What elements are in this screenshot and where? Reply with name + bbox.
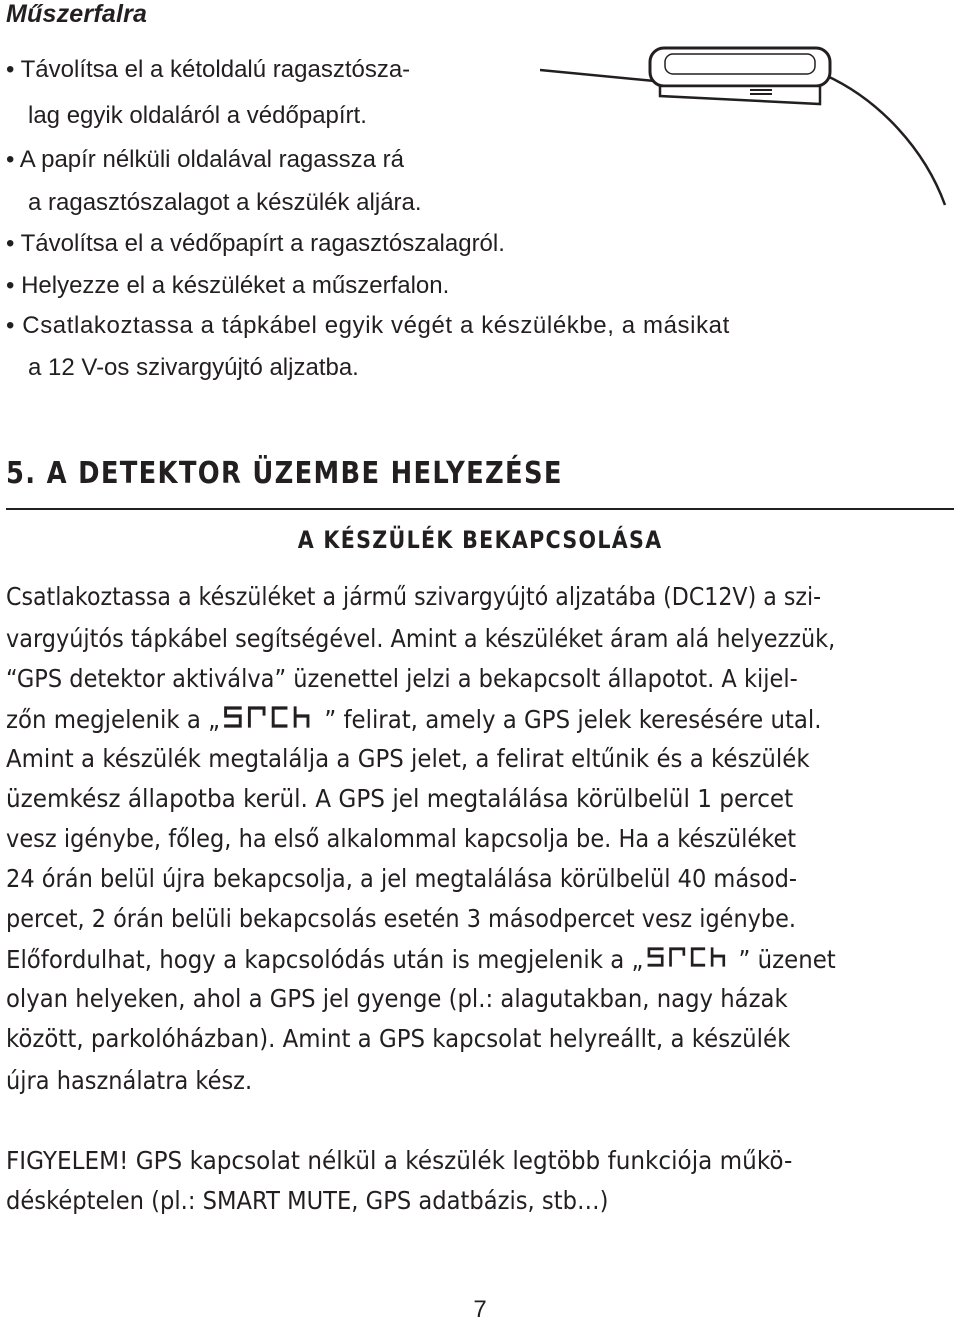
paragraph-line: zőn megjelenik a „ ” felirat, amely a GPS jelek keresésére utal.: [6, 705, 822, 734]
warning-line: désképtelen (pl.: SMART MUTE, GPS adatbázis, stb…): [6, 1186, 609, 1215]
list-item: • Helyezze el a készüléket a műszerfalon.: [6, 272, 450, 299]
list-item: • Távolítsa el a védőpapírt a ragasztószalagról.: [6, 230, 505, 257]
paragraph-line: Amint a készülék megtalálja a GPS jelet, a felirat eltűnik és a készülék: [6, 744, 810, 773]
list-item: lag egyik oldaláról a védőpapírt.: [28, 102, 367, 129]
paragraph-line: üzemkész állapotba kerül. A GPS jel megtalálása körülbelül 1 percet: [6, 784, 794, 813]
page-heading: Műszerfalra: [6, 0, 148, 28]
list-item: a 12 V-os szivargyújtó aljzatba.: [28, 354, 359, 381]
paragraph-line: olyan helyeken, ahol a GPS jel gyenge (pl.: alagutakban, nagy házak: [6, 984, 788, 1013]
paragraph-line: vargyújtós tápkábel segítségével. Amint a készüléket áram alá helyezzük,: [6, 624, 836, 653]
list-item: • A papír nélküli oldalával ragassza rá: [6, 146, 404, 173]
paragraph-line: 24 órán belül újra bekapcsolja, a jel megtalálása körülbelül 40 másod-: [6, 864, 798, 893]
paragraph-line: újra használatra kész.: [6, 1066, 253, 1095]
divider: [6, 508, 954, 510]
paragraph-line: között, parkolóházban). Amint a GPS kapcsolat helyreállt, a készülék: [6, 1024, 791, 1053]
paragraph-line: Csatlakoztassa a készüléket a jármű szivargyújtó aljzatába (DC12V) a szi-: [6, 582, 822, 611]
sub-heading: A KÉSZÜLÉK BEKAPCSOLÁSA: [297, 526, 663, 554]
page-number: 7: [473, 1296, 487, 1323]
paragraph-line: percet, 2 órán belüli bekapcsolás esetén 3 másodpercet vesz igénybe.: [6, 904, 796, 933]
device-mounted-illustration: [540, 40, 960, 220]
warning-line: FIGYELEM! GPS kapcsolat nélkül a készülék legtöbb funkciója műkö-: [6, 1146, 793, 1175]
list-item: • Távolítsa el a kétoldalú ragasztósza-: [6, 56, 411, 83]
paragraph-line: “GPS detektor aktiválva” üzenettel jelzi a bekapcsolt állapotot. A kijel-: [6, 664, 798, 693]
paragraph-line: vesz igénybe, főleg, ha első alkalommal kapcsolja be. Ha a készüléket: [6, 824, 797, 853]
section-heading: 5. A DETEKTOR ÜZEMBE HELYEZÉSE: [6, 456, 563, 491]
paragraph-line: Előfordulhat, hogy a kapcsolódás után is megjelenik a „ ” üzenet: [6, 945, 836, 974]
list-item: • Csatlakoztassa a tápkábel egyik végét a készülékbe, a másikat: [6, 312, 730, 339]
list-item: a ragasztószalagot a készülék aljára.: [28, 189, 422, 216]
lcd-srch-glyph: [222, 704, 323, 730]
lcd-srch-glyph: [645, 944, 737, 970]
